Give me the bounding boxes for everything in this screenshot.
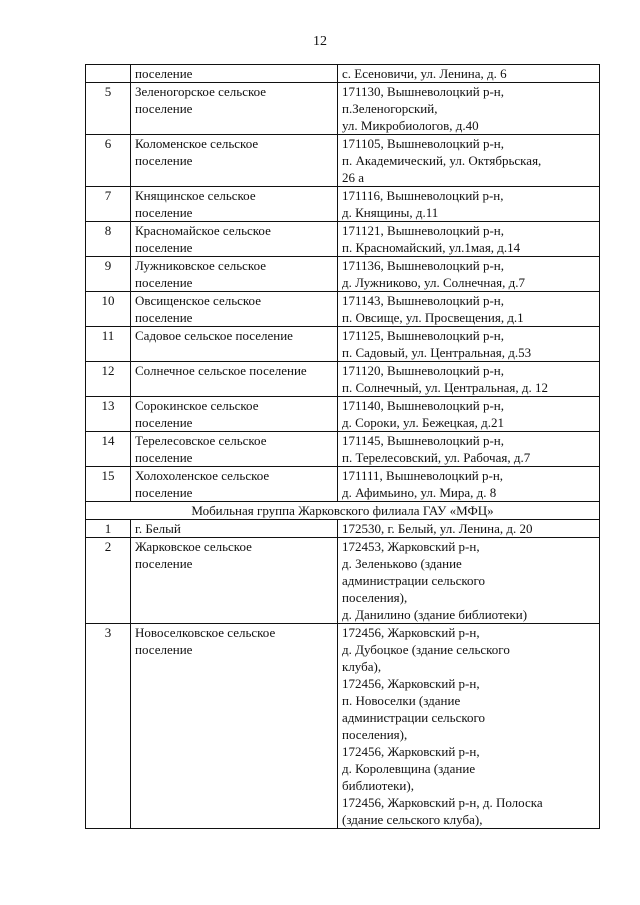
row-number: 11 [86, 327, 131, 362]
settlement-name-line: Сорокинское сельское [135, 398, 259, 413]
settlement-address [338, 83, 600, 135]
address-line: 172456, Жарковский р-н, [342, 625, 480, 640]
row-number [86, 65, 131, 83]
settlement-address [338, 397, 600, 432]
address-line: 172530, г. Белый, ул. Ленина, д. 20 [342, 521, 533, 536]
address-line: п. Овсище, ул. Просвещения, д.1 [342, 310, 524, 325]
settlement-name [131, 327, 338, 362]
table-body-zharkovsky [86, 520, 600, 829]
settlement-name-line: Терелесовское сельское [135, 433, 267, 448]
table-row [86, 624, 600, 829]
address-line: 172456, Жарковский р-н, д. Полоска [342, 795, 543, 810]
settlement-name-line: Коломенское сельское [135, 136, 259, 151]
address-line: д. Дубоцкое (здание сельского [342, 642, 510, 657]
address-line: д. Лужниково, ул. Солнечная, д.7 [342, 275, 525, 290]
settlement-name [131, 222, 338, 257]
settlement-name-line: Княщинское сельское [135, 188, 256, 203]
address-line: д. Афимьино, ул. Мира, д. 8 [342, 485, 497, 500]
settlement-name-line: Солнечное сельское поселение [135, 363, 307, 378]
table-row [86, 83, 600, 135]
address-line: клуба), [342, 659, 382, 674]
settlement-name-line: Овсищенское сельское [135, 293, 261, 308]
address-line: п. Академический, ул. Октябрьская, [342, 153, 542, 168]
settlement-name-line: поселение [135, 450, 193, 465]
table-row [86, 222, 600, 257]
row-number: 1 [86, 520, 131, 538]
address-line: п. Терелесовский, ул. Рабочая, д.7 [342, 450, 531, 465]
row-number: 10 [86, 292, 131, 327]
settlement-name-line: г. Белый [135, 521, 181, 536]
address-line: с. Есеновичи, ул. Ленина, д. 6 [342, 66, 507, 81]
row-number: 9 [86, 257, 131, 292]
settlement-address [338, 135, 600, 187]
address-line: (здание сельского клуба), [342, 812, 483, 827]
settlement-address [338, 624, 600, 829]
settlement-name-line: поселение [135, 205, 193, 220]
settlement-name [131, 520, 338, 538]
settlement-name-line: Красномайское сельское [135, 223, 271, 238]
table-row [86, 397, 600, 432]
address-line: 171145, Вышневолоцкий р-н, [342, 433, 504, 448]
settlement-name [131, 397, 338, 432]
row-number: 12 [86, 362, 131, 397]
settlement-name [131, 135, 338, 187]
address-line: п.Зеленогорский, [342, 101, 438, 116]
table-row [86, 187, 600, 222]
address-line: библиотеки), [342, 778, 414, 793]
address-line: 171111, Вышневолоцкий р-н, [342, 468, 504, 483]
address-line: 171105, Вышневолоцкий р-н, [342, 136, 504, 151]
settlement-name-line: поселение [135, 275, 193, 290]
table-row [86, 432, 600, 467]
settlement-address [338, 432, 600, 467]
settlement-name [131, 65, 338, 83]
settlement-address [338, 257, 600, 292]
settlement-address [338, 222, 600, 257]
address-line: 171121, Вышневолоцкий р-н, [342, 223, 504, 238]
settlement-name [131, 624, 338, 829]
table-row [86, 467, 600, 502]
section-heading: Мобильная группа Жарковского филиала ГАУ «МФЦ» [86, 502, 600, 520]
settlement-name-line: Жарковское сельское [135, 539, 252, 554]
settlement-name [131, 538, 338, 624]
settlement-address [338, 327, 600, 362]
address-line: 171120, Вышневолоцкий р-н, [342, 363, 504, 378]
address-line: д. Данилино (здание библиотеки) [342, 607, 528, 622]
address-line: 172456, Жарковский р-н, [342, 744, 480, 759]
settlement-address [338, 538, 600, 624]
address-line: поселения), [342, 590, 408, 605]
address-line: 171143, Вышневолоцкий р-н, [342, 293, 504, 308]
address-line: п. Солнечный, ул. Центральная, д. 12 [342, 380, 549, 395]
settlement-name [131, 257, 338, 292]
settlement-name-line: поселение [135, 556, 193, 571]
settlement-name-line: Садовое сельское поселение [135, 328, 293, 343]
settlement-name-line: поселение [135, 642, 193, 657]
settlement-address [338, 520, 600, 538]
settlement-name-line: Лужниковское сельское [135, 258, 267, 273]
settlement-name-line: поселение [135, 101, 193, 116]
table-row [86, 538, 600, 624]
address-line: п. Садовый, ул. Центральная, д.53 [342, 345, 532, 360]
settlement-name [131, 362, 338, 397]
settlement-address [338, 65, 600, 83]
table-section [86, 502, 600, 520]
settlement-name [131, 432, 338, 467]
table-row [86, 292, 600, 327]
address-line: 172456, Жарковский р-н, [342, 676, 480, 691]
settlement-name-line: Новоселковское сельское [135, 625, 276, 640]
address-line: д. Сороки, ул. Бежецкая, д.21 [342, 415, 504, 430]
address-line: п. Красномайский, ул.1мая, д.14 [342, 240, 521, 255]
address-line: 171130, Вышневолоцкий р-н, [342, 84, 504, 99]
address-line: администрации сельского [342, 710, 486, 725]
row-number: 14 [86, 432, 131, 467]
settlement-name [131, 292, 338, 327]
row-number: 5 [86, 83, 131, 135]
row-number: 7 [86, 187, 131, 222]
address-line: 171140, Вышневолоцкий р-н, [342, 398, 504, 413]
settlement-address [338, 467, 600, 502]
table-body-vyshnevolotsky [86, 65, 600, 502]
section-heading-row [86, 502, 600, 520]
table-row [86, 520, 600, 538]
settlement-name [131, 467, 338, 502]
settlement-name [131, 187, 338, 222]
table-row [86, 135, 600, 187]
address-line: 171125, Вышневолоцкий р-н, [342, 328, 504, 343]
address-line: д. Королевщина (здание [342, 761, 476, 776]
table-row [86, 65, 600, 83]
address-line: 172453, Жарковский р-н, [342, 539, 480, 554]
row-number: 6 [86, 135, 131, 187]
address-line: поселения), [342, 727, 408, 742]
settlement-name-line: Холохоленское сельское [135, 468, 270, 483]
table-row [86, 327, 600, 362]
address-line: 171116, Вышневолоцкий р-н, [342, 188, 504, 203]
settlement-name-line: поселение [135, 415, 193, 430]
table-row [86, 257, 600, 292]
row-number: 2 [86, 538, 131, 624]
mfc-address-table [85, 64, 600, 829]
settlement-address [338, 187, 600, 222]
settlement-name-line: поселение [135, 485, 193, 500]
settlement-name-line: поселение [135, 66, 193, 81]
address-line: п. Новоселки (здание [342, 693, 461, 708]
row-number: 15 [86, 467, 131, 502]
address-line: д. Княщины, д.11 [342, 205, 439, 220]
address-line: 171136, Вышневолоцкий р-н, [342, 258, 504, 273]
row-number: 3 [86, 624, 131, 829]
table-row [86, 362, 600, 397]
settlement-name-line: поселение [135, 240, 193, 255]
settlement-name-line: поселение [135, 153, 193, 168]
address-line: ул. Микробиологов, д.40 [342, 118, 479, 133]
page-number: 12 [313, 34, 327, 49]
row-number: 13 [86, 397, 131, 432]
address-line: д. Зеленьково (здание [342, 556, 462, 571]
address-line: администрации сельского [342, 573, 486, 588]
address-line: 26 а [342, 170, 365, 185]
settlement-name-line: поселение [135, 310, 193, 325]
settlement-name-line: Зеленогорское сельское [135, 84, 267, 99]
settlement-name [131, 83, 338, 135]
row-number: 8 [86, 222, 131, 257]
settlement-address [338, 362, 600, 397]
settlement-address [338, 292, 600, 327]
